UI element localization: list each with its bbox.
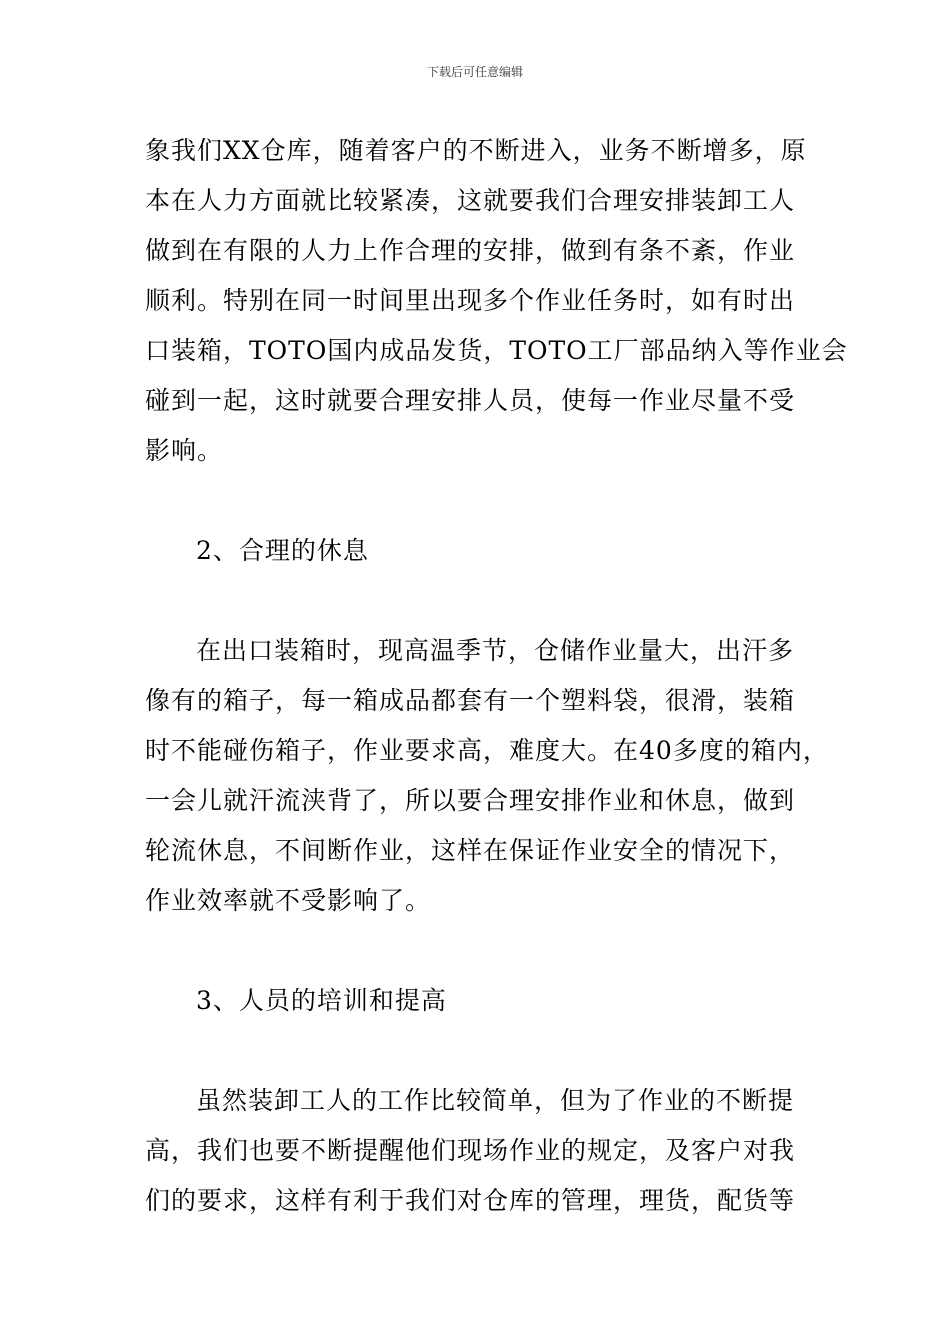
text-line: 作业效率就不受影响了。 xyxy=(145,886,432,915)
text-line: 做到在有限的人力上作合理的安排，做到有条不紊，作业 xyxy=(145,236,796,265)
text-line: 时不能碰伤箱子，作业要求高，难度大。在40多度的箱内， xyxy=(145,736,829,765)
paragraph-staffing xyxy=(145,126,848,476)
page-header: 下载后可任意编辑 xyxy=(426,65,523,79)
text-line: 影响。 xyxy=(145,436,224,465)
section-heading-training: 3、人员的培训和提高 xyxy=(196,986,447,1015)
paragraph-spacer xyxy=(145,576,845,626)
text-line: 像有的箱子，每一箱成品都套有一个塑料袋，很滑，装箱 xyxy=(145,686,796,715)
text-line: 在出口装箱时，现高温季节，仓储作业量大，出汗多 xyxy=(196,636,795,665)
paragraph-spacer xyxy=(145,926,845,976)
text-line: 象我们XX仓库，随着客户的不断进入，业务不断增多，原 xyxy=(145,136,807,165)
paragraph-training xyxy=(145,1076,845,1226)
text-line: 本在人力方面就比较紧凑，这就要我们合理安排装卸工人 xyxy=(145,186,796,215)
paragraph-spacer xyxy=(145,476,845,526)
document-body xyxy=(145,126,848,1226)
text-line: 碰到一起，这时就要合理安排人员，使每一作业尽量不受 xyxy=(145,386,796,415)
paragraph-spacer xyxy=(145,1026,845,1076)
text-line: 虽然装卸工人的工作比较简单，但为了作业的不断提 xyxy=(196,1086,795,1115)
text-line: 口装箱，TOTO国内成品发货，TOTO工厂部品纳入等作业会 xyxy=(145,336,848,365)
text-line: 轮流休息，不间断作业，这样在保证作业安全的情况下， xyxy=(145,836,796,865)
paragraph-rest xyxy=(145,626,845,926)
section-heading-rest: 2、合理的休息 xyxy=(196,536,369,565)
text-line: 们的要求，这样有利于我们对仓库的管理，理货，配货等 xyxy=(145,1186,796,1215)
text-line: 高，我们也要不断提醒他们现场作业的规定，及客户对我 xyxy=(145,1136,796,1165)
text-line: 一会儿就汗流浃背了，所以要合理安排作业和休息，做到 xyxy=(145,786,796,815)
text-line: 顺利。特别在同一时间里出现多个作业任务时，如有时出 xyxy=(145,286,796,315)
